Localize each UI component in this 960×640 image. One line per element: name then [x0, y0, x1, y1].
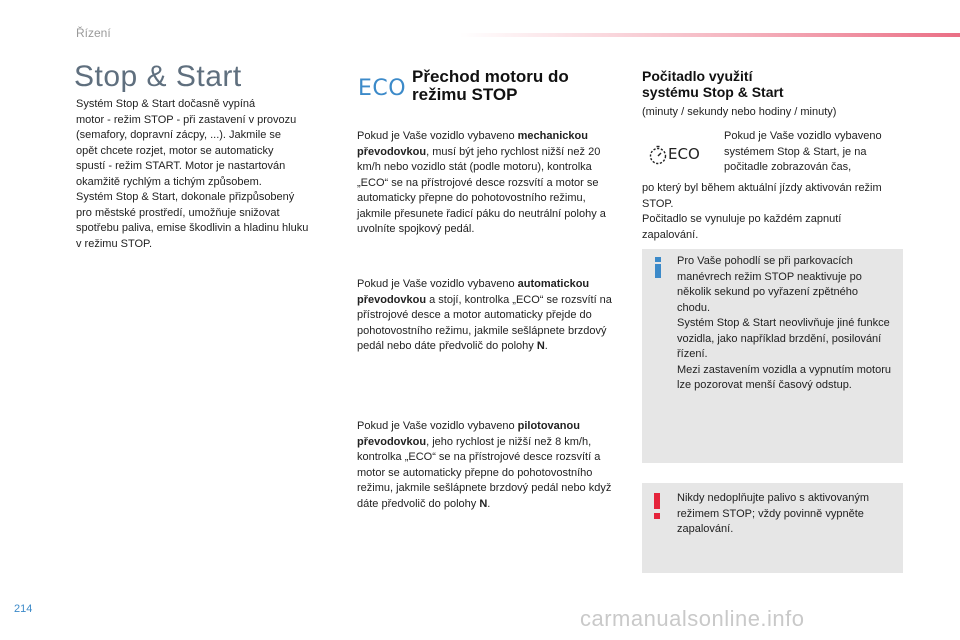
eco-indicator-icon: ECO: [358, 76, 407, 101]
section-title: Řízení: [76, 26, 111, 40]
counter-description-cont: po který byl během aktuální jízdy aktivován režim STOP.: [642, 182, 882, 210]
intro-text: [76, 97, 346, 252]
counter-description: Pokud je Vaše vozidlo vybaveno systémem Stop & Start, je na počitadle zobrazován čas,: [724, 130, 882, 173]
intro-line: v režimu STOP.: [76, 237, 153, 250]
gear-position: N: [479, 497, 488, 510]
warning-text: Nikdy nedoplňujte palivo s aktivovaným režimem STOP; vždy povinně vypněte zapalování.: [677, 492, 869, 535]
watermark: carmanualsonline.info: [580, 606, 805, 631]
text-run: Pokud je Vaše vozidlo vybaveno: [357, 420, 518, 432]
text-run: , musí být jeho rychlost nižší než 20 km/h nebo vozidlo stát (podle motoru), kontrolka „ECO“ se na přístrojové desce rozsvítí a motor se automaticky přepne do pohotovostního režimu, jakmile přesunete řadicí páku do neutrální polohy a uvolníte spojkový pedál.: [357, 145, 606, 235]
stop-mode-heading: [412, 68, 612, 104]
info-paragraph: Pro Vaše pohodlí se při parkovacích manévrech režim STOP neaktivuje po několik sekund po vyřazení zpětného chodu.: [677, 255, 862, 314]
counter-units: (minuty / sekundy nebo hodiny / minuty): [642, 106, 837, 118]
info-box: [642, 249, 903, 463]
warning-box: [642, 483, 903, 573]
info-paragraph: Systém Stop & Start neovlivňuje jiné funkce vozidla, jako například brzdění, posilování řízení.: [677, 317, 890, 360]
automatic-gearbox-paragraph: [357, 277, 619, 355]
stopwatch-icon: [648, 145, 668, 165]
info-icon: [651, 256, 665, 278]
warning-icon: [652, 493, 662, 519]
counter-heading: [642, 68, 902, 100]
gearbox-type: pilotovanou převodovkou: [357, 420, 580, 448]
intro-line: spustí - režim START. Motor je nastartován: [76, 160, 286, 172]
page-number: 214: [14, 603, 33, 615]
gear-position: N: [536, 340, 545, 352]
heading-line: systému Stop & Start: [642, 84, 784, 100]
text-run: .: [544, 340, 548, 352]
intro-line: opět chcete rozjet, motor se automaticky: [76, 144, 274, 157]
intro-line: Systém Stop & Start, dokonale přizpůsobený: [76, 191, 295, 203]
intro-line: Systém Stop & Start dočasně vypíná: [76, 98, 256, 110]
manual-gearbox-paragraph: [357, 129, 619, 238]
heading-line: Počitadlo využití: [642, 68, 753, 84]
gearbox-type: automatickou převodovkou: [357, 278, 590, 306]
text-run: a stojí, kontrolka „ECO“ se rozsvítí na přístrojové desce a motor automaticky přejde do pohotovostního režimu, jakmile sešlápnete brzdový pedál nebo dáte předvolič do polohy: [357, 293, 612, 352]
intro-line: spotřebu paliva, emise škodlivin a hladinu hluku: [76, 222, 309, 234]
intro-line: motor - režim STOP - při zastavení v provozu: [76, 113, 297, 126]
heading-line: Přechod motoru do: [412, 67, 569, 86]
text-run: .: [487, 497, 491, 510]
info-paragraph: Mezi zastavením vozidla a vypnutím motoru lze pozorovat menší časový odstup.: [677, 363, 891, 391]
text-run: Pokud je Vaše vozidlo vybaveno: [357, 130, 518, 142]
info-text: [677, 254, 892, 394]
intro-line: okamžitě rychlým a tichým způsobem.: [76, 175, 262, 188]
page-title: Stop & Start: [74, 60, 242, 93]
text-run: Pokud je Vaše vozidlo vybaveno: [357, 278, 518, 290]
stop-start-counter-icon: [648, 142, 710, 168]
text-run: , jeho rychlost je nižší než 8 km/h, kontrolka „ECO“ se na přístrojové desce rozsvítí a motor se automaticky přepne do pohotovostního režimu, jakmile sešlápnete brzdový pedál nebo když dáte předvolič do polohy: [357, 435, 612, 510]
header-divider: [460, 33, 960, 37]
intro-line: pro městské prostředí, umožňuje snižovat: [76, 206, 280, 219]
intro-line: (semafory, dopravní zácpy, ...). Jakmile se: [76, 129, 281, 141]
heading-line: režimu STOP: [412, 85, 518, 104]
counter-reset-note: Počitadlo se vynuluje po každém zapnutí zapalování.: [642, 213, 842, 241]
gearbox-type: mechanickou převodovkou: [357, 130, 588, 158]
eco-icon-label: ECO: [668, 145, 700, 163]
robotised-gearbox-paragraph: [357, 419, 619, 512]
